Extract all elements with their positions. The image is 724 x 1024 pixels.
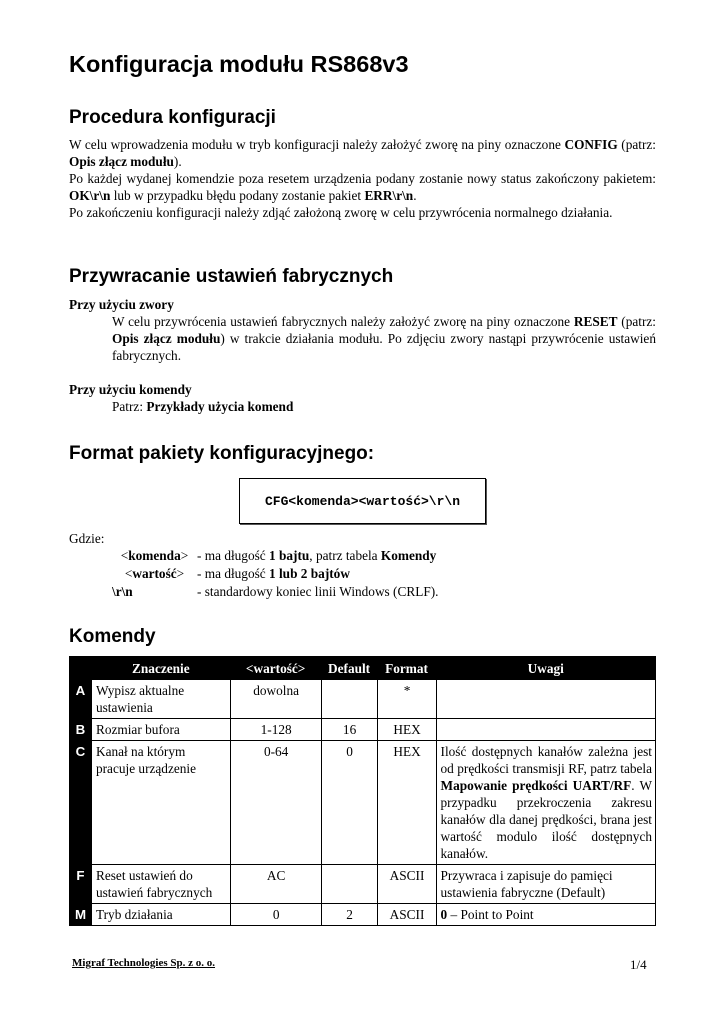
command-label: Przy użyciu komendy xyxy=(69,382,192,397)
header-format: Format xyxy=(377,657,436,680)
format-legend xyxy=(69,530,656,601)
command-text: Patrz: Przykłady użycia komend xyxy=(112,399,294,414)
jumper-text: W celu przywrócenia ustawień fabrycznych należy założyć zworę na piny oznaczone RESET (patrz: Opis złącz modułu) w trakcie działania modułu. Po zdjęciu zwory nastąpi przywrócenie ustawień fabrycznych. xyxy=(112,314,657,363)
page-title: Konfiguracja modułu RS868v3 xyxy=(69,51,409,77)
table-row: B Rozmiar bufora 1-128 16 HEX xyxy=(70,719,656,741)
table-row: C Kanał na którym pracuje urządzenie 0-64 0 HEX Ilość dostępnych kanałów zależna jest od prędkości transmisji RF, patrz tabela Mapowanie prędkości UART/RF. W przypadku przekroczenia zakresu kanałów dla danej prędkości, brana jest wartość modulo ilość dostępnych kanałów. xyxy=(70,741,656,865)
packet-format-code: CFG<komenda><wartość>\r\n xyxy=(239,478,486,524)
procedure-body xyxy=(69,136,656,221)
table-header-row xyxy=(70,657,656,680)
footer-company: Migraf Technologies Sp. z o. o. xyxy=(72,957,216,969)
format-heading: Format pakiety konfiguracyjnego: xyxy=(69,443,375,464)
header-notes: Uwagi xyxy=(436,657,655,680)
commands-heading: Komendy xyxy=(69,626,156,647)
legend-row-komenda: <komenda> - ma długość 1 bajtu, patrz tabela Komendy xyxy=(120,548,437,563)
table-row: A Wypisz aktualne ustawienia dowolna * xyxy=(70,680,656,719)
header-default: Default xyxy=(321,657,377,680)
reset-heading: Przywracanie ustawień fabrycznych xyxy=(69,266,394,287)
table-row: M Tryb działania 0 2 ASCII 0 – Point to Point xyxy=(70,904,656,926)
commands-table xyxy=(69,656,656,926)
legend-row-wartosc: <wartość> - ma długość 1 lub 2 bajtów xyxy=(124,566,350,581)
legend-row-crlf: \r\n - standardowy koniec linii Windows (CRLF). xyxy=(112,584,439,599)
footer-page-number: 1/4 xyxy=(630,957,647,972)
procedure-paragraph-3: Po zakończeniu konfiguracji należy zdjąć założoną zworę w celu przywrócenia normalnego działania. xyxy=(69,205,613,220)
table-row: F Reset ustawień do ustawień fabrycznych AC ASCII Przywraca i zapisuje do pamięci ustawienia fabryczne (Default) xyxy=(70,865,656,904)
procedure-paragraph-2: Po każdej wydanej komendzie poza resetem urządzenia podany zostanie nowy status zakończony pakietem: OK\r\n lub w przypadku błędu podany zostanie pakiet ERR\r\n. xyxy=(69,171,656,203)
header-meaning: Znaczenie xyxy=(91,657,230,680)
where-label: Gdzie: xyxy=(69,531,105,546)
procedure-heading: Procedura konfiguracji xyxy=(69,107,276,128)
jumper-label: Przy użyciu zwory xyxy=(69,297,174,312)
header-value: <wartość> xyxy=(230,657,321,680)
reset-body xyxy=(69,296,656,415)
procedure-paragraph-1: W celu wprowadzenia modułu w tryb konfiguracji należy założyć zworę na piny oznaczone CONFIG (patrz: Opis złącz modułu). xyxy=(69,137,656,169)
